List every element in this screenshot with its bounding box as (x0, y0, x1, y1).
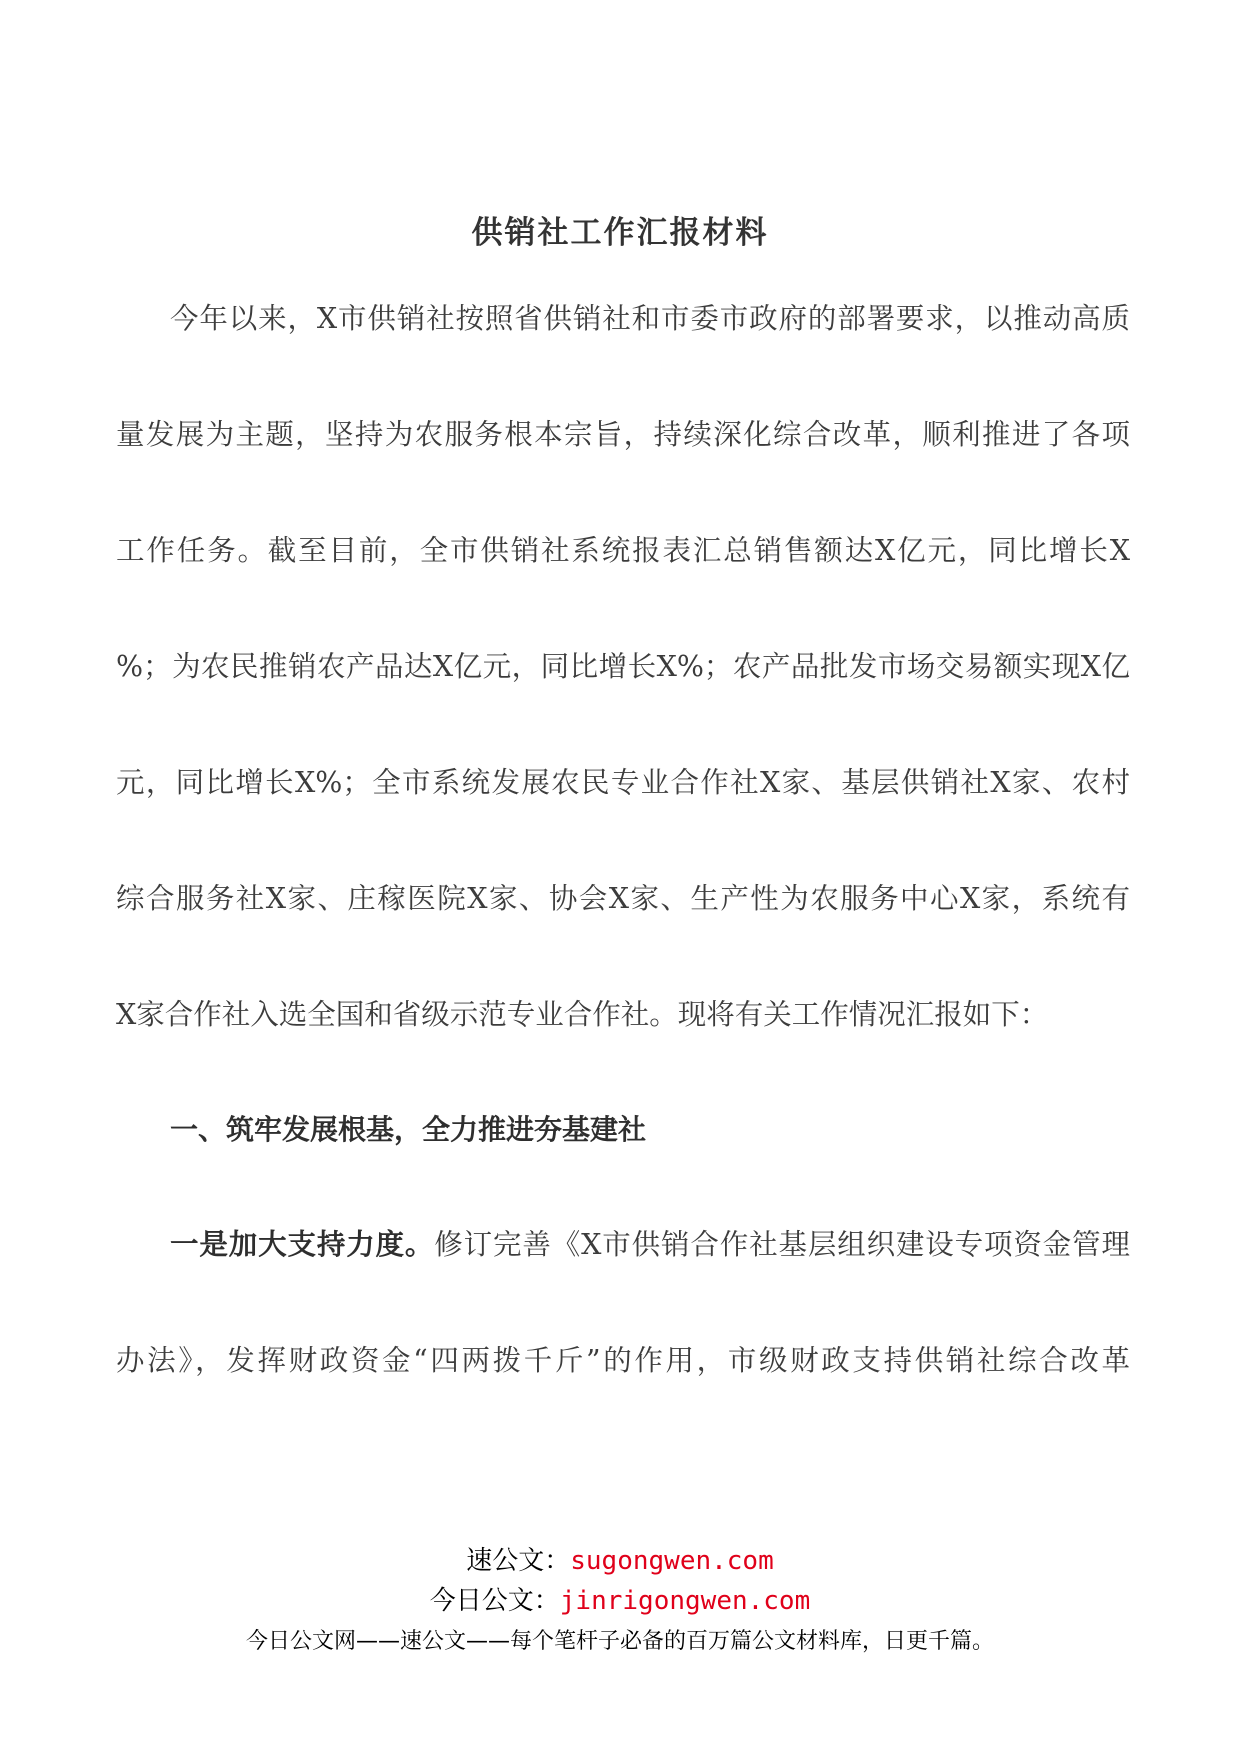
footer-slogan: 今日公文网——速公文——每个笔杆子必备的百万篇公文材料库，日更千篇。 (245, 1629, 994, 1654)
paragraph-line-rest: 修订完善《X市供销合作社基层组织建设专项资金管理 (434, 1228, 1130, 1261)
paragraph-line: 综合服务社X家、庄稼医院X家、协会X家、生产性为农服务中心X家，系统有 (116, 882, 1130, 915)
footer-line-sugongwen (0, 1540, 1240, 1577)
paragraph-line: 办法》，发挥财政资金“四两拨千斤”的作用，市级财政支持供销社综合改革 (116, 1344, 1130, 1377)
section-heading: 一、筑牢发展根基，全力推进夯基建社 (170, 1113, 647, 1146)
paragraph-line: 量发展为主题，坚持为农服务根本宗旨，持续深化综合改革，顺利推进了各项 (116, 418, 1130, 451)
paragraph-line: 工作任务。截至目前，全市供销社系统报表汇总销售额达X亿元，同比增长X (116, 534, 1130, 567)
footer-link-jinrigongwen[interactable]: jinrigongwen.com (559, 1586, 811, 1616)
paragraph-line (170, 1222, 1130, 1263)
footer-label: 今日公文： (429, 1586, 560, 1616)
paragraph-lead: 一是加大支持力度。 (170, 1228, 435, 1261)
footer-link-sugongwen[interactable]: sugongwen.com (570, 1546, 774, 1576)
document-title: 供销社工作汇报材料 (471, 215, 769, 251)
paragraph-line: %；为农民推销农产品达X亿元，同比增长X%；农产品批发市场交易额实现X亿 (116, 650, 1130, 683)
footer-line-jinrigongwen (0, 1580, 1240, 1617)
paragraph-line: 元，同比增长X%；全市系统发展农民专业合作社X家、基层供销社X家、农村 (116, 766, 1130, 799)
paragraph-line: 今年以来，X市供销社按照省供销社和市委市政府的部署要求，以推动高质 (170, 302, 1130, 335)
paragraph-line: X家合作社入选全国和省级示范专业合作社。现将有关工作情况汇报如下： (116, 998, 1049, 1031)
footer-label: 速公文： (466, 1546, 571, 1576)
